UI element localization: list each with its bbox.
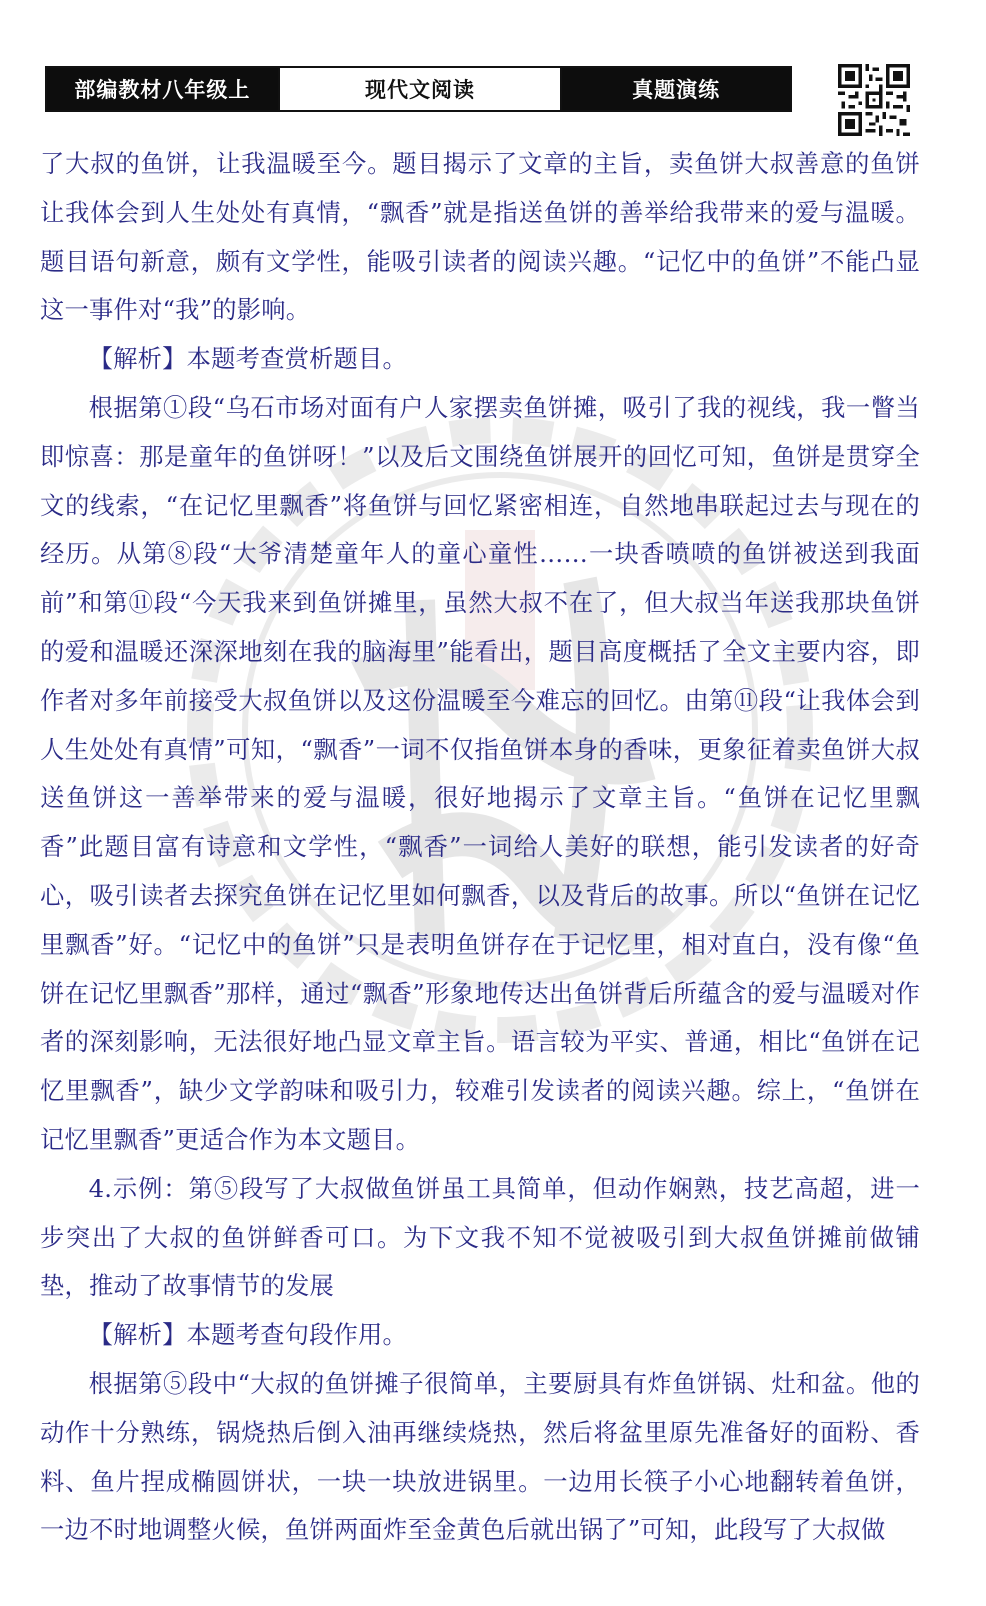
analysis-label-paragraph: 【解析】本题考查句段作用。 bbox=[88, 1320, 408, 1350]
analysis-paragraph: 根据第⑤段中“大叔的鱼饼摊子很简单，主要厨具有炸鱼饼锅、灶和盆。他的动作十分熟练，锅烧热后倒入油再继续烧热，然后将盆里原先准备好的面粉、香料、鱼片捏成椭圆饼状，一块一块放进锅里。一边用长筷子小心地翻转着鱼饼，一边不时地调整火候，鱼饼两面炸至金黄色后就出锅了”可知，此段写了大叔做 bbox=[40, 1368, 920, 1545]
document-body bbox=[40, 140, 920, 1555]
header-bar bbox=[45, 66, 792, 112]
header-topic-label: 现代文阅读 bbox=[278, 68, 562, 110]
answer-paragraph: 4.示例：第⑤段写了大叔做鱼饼虽工具简单，但动作娴熟，技艺高超，进一步突出了大叔的鱼饼鲜香可口。为下文我不知不觉被吸引到大叔鱼饼摊前做铺垫，推动了故事情节的发展 bbox=[40, 1173, 920, 1301]
header-section-label: 真题演练 bbox=[562, 68, 790, 110]
analysis-paragraph: 根据第①段“乌石市场对面有户人家摆卖鱼饼摊，吸引了我的视线，我一瞥当即惊喜：那是童年的鱼饼呀！”以及后文围绕鱼饼展开的回忆可知，鱼饼是贯穿全文的线索，“在记忆里飘香”将鱼饼与回忆紧密相连，自然地串联起过去与现在的经历。从第⑧段“大爷清楚童年人的童心童性……一块香喷喷的鱼饼被送到我面前”和第⑪段“今天我来到鱼饼摊里，虽然大叔不在了，但大叔当年送我那块鱼饼的爱和温暖还深深地刻在我的脑海里”能看出，题目高度概括了全文主要内容，即作者对多年前接受大叔鱼饼以及这份温暖至今难忘的回忆。由第⑪段“让我体会到人生处处有真情”可知，“飘香”一词不仅指鱼饼本身的香味，更象征着卖鱼饼大叔送鱼饼这一善举带来的爱与温暖，很好地揭示了文章主旨。“鱼饼在记忆里飘香”此题目富有诗意和文学性，“飘香”一词给人美好的联想，能引发读者的好奇心，吸引读者去探究鱼饼在记忆里如何飘香，以及背后的故事。所以“鱼饼在记忆里飘香”好。“记忆中的鱼饼”只是表明鱼饼存在于记忆里，相对直白，没有像“鱼饼在记忆里飘香”那样，通过“飘香”形象地传达出鱼饼背后所蕴含的爱与温暖对作者的深刻影响，无法很好地凸显文章主旨。语言较为平实、普通，相比“鱼饼在记忆里飘香”，缺少文学韵味和吸引力，较难引发读者的阅读兴趣。综上，“鱼饼在记忆里飘香”更适合作为本文题目。 bbox=[40, 392, 920, 1154]
paragraph-continuation: 了大叔的鱼饼，让我温暖至今。题目揭示了文章的主旨，卖鱼饼大叔善意的鱼饼让我体会到人生处处有真情，“飘香”就是指送鱼饼的善举给我带来的爱与温暖。题目语句新意，颇有文学性，能吸引读者的阅读兴趣。“记忆中的鱼饼”不能凸显这一事件对“我”的影响。 bbox=[40, 149, 920, 325]
header-grade-label: 部编教材八年级上 bbox=[47, 68, 278, 110]
analysis-label-paragraph: 【解析】本题考查赏析题目。 bbox=[88, 344, 408, 374]
qr-code-icon[interactable] bbox=[838, 64, 910, 136]
